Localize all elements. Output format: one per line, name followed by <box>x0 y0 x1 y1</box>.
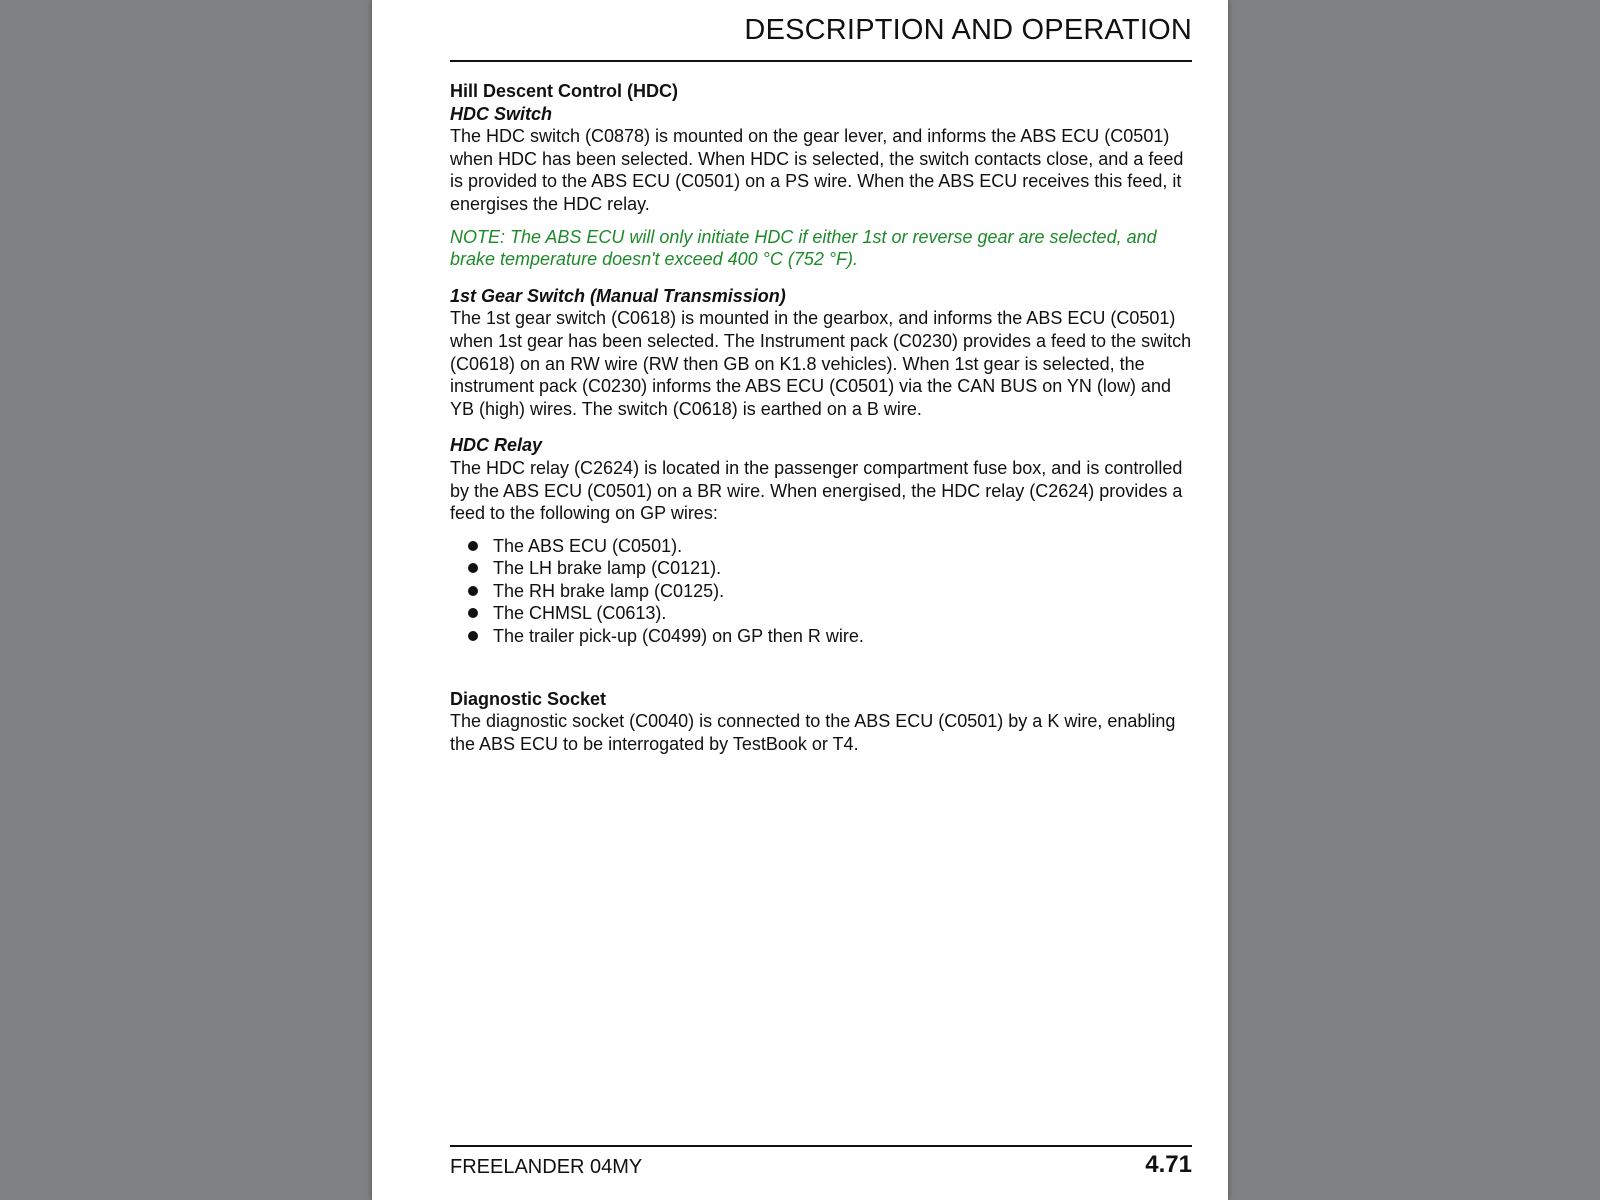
bullet-icon <box>468 541 478 551</box>
list-item: The CHMSL (C0613). <box>450 602 1192 625</box>
section-title-hdc: Hill Descent Control (HDC) <box>450 81 679 101</box>
subsection-heading-hdc-relay: HDC Relay <box>450 435 543 456</box>
paragraph-first-gear-switch: The 1st gear switch (C0618) is mounted in the gearbox, and informs the ABS ECU (C0501) when 1st gear has been selected. The Instrument pack (C0230) provides a feed to the switch (C0618) on an RW wire (RW then GB on K1.8 vehicles). When 1st gear is selected, the instrument pack (C0230) informs the ABS ECU (C0501) via the CAN BUS on YN (low) and YB (high) wires. The switch (C0618) is earthed on a B wire. <box>450 308 1192 419</box>
footer-divider <box>450 1145 1192 1147</box>
paragraph-hdc-switch: The HDC switch (C0878) is mounted on the gear lever, and informs the ABS ECU (C0501) when HDC has been selected. When HDC is selected, the switch contacts close, and a feed is provided to the ABS ECU (C0501) on a PS wire. When the ABS ECU receives this feed, it energises the HDC relay. <box>450 126 1184 214</box>
subsection-heading-hdc-switch: HDC Switch <box>450 103 553 124</box>
footer-model: FREELANDER 04MY <box>450 1156 643 1178</box>
document-page <box>372 0 1228 1200</box>
subsection-heading-first-gear-switch: 1st Gear Switch (Manual Transmission) <box>450 285 786 306</box>
paragraph-hdc-relay: The HDC relay (C2624) is located in the passenger compartment fuse box, and is controlled by the ABS ECU (C0501) on a BR wire. When energised, the HDC relay (C2624) provides a feed to the following on GP wires: <box>450 457 1183 524</box>
page-body <box>450 80 1192 755</box>
page-header-title: DESCRIPTION AND OPERATION <box>744 14 1192 46</box>
section-title-diagnostic-socket: Diagnostic Socket <box>450 688 607 709</box>
bullet-icon <box>468 563 478 573</box>
list-item: The ABS ECU (C0501). <box>450 535 1192 558</box>
header-divider <box>450 60 1192 62</box>
list-item: The trailer pick-up (C0499) on GP then R wire. <box>450 625 1192 648</box>
bullet-icon <box>468 608 478 618</box>
bullet-icon <box>468 631 478 641</box>
hdc-relay-feed-list <box>450 535 1192 648</box>
list-item: The RH brake lamp (C0125). <box>450 580 1192 603</box>
list-item: The LH brake lamp (C0121). <box>450 557 1192 580</box>
paragraph-diagnostic-socket: The diagnostic socket (C0040) is connected to the ABS ECU (C0501) by a K wire, enabling the ABS ECU to be interrogated by TestBook or T4. <box>450 711 1176 754</box>
footer-page-number: 4.71 <box>1145 1151 1192 1178</box>
bullet-icon <box>468 586 478 596</box>
note-hdc: NOTE: The ABS ECU will only initiate HDC if either 1st or reverse gear are selected, and brake temperature doesn't exceed 400 °C (752 °F). <box>450 226 1157 270</box>
